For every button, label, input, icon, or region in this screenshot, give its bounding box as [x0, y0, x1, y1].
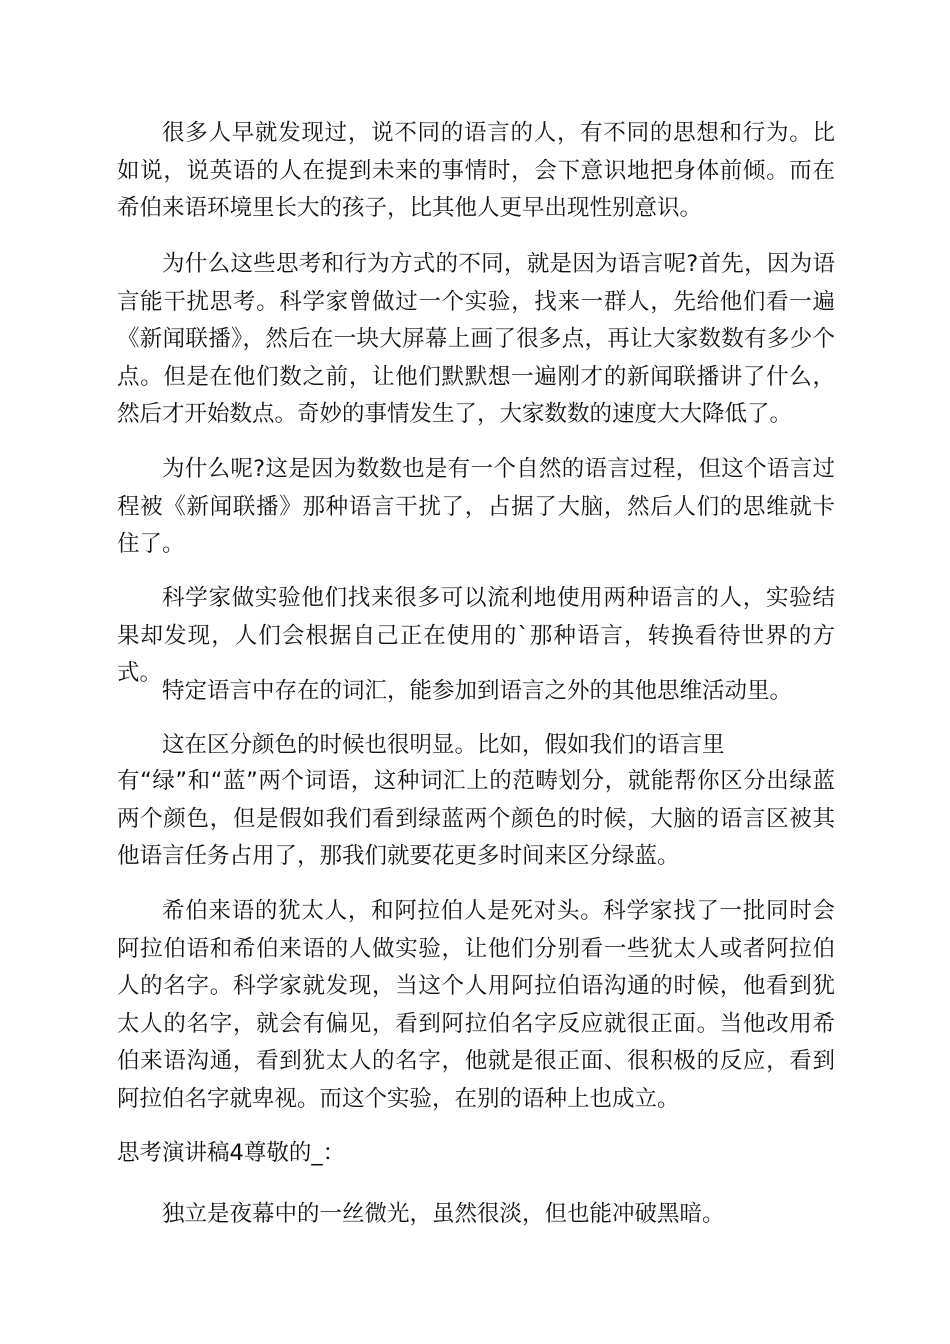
paragraph-8: 希伯来语的犹太人，和阿拉伯人是死对头。科学家找了一批同时会阿拉伯语和希伯来语的人做实验，让他们分别看一些犹太人或者阿拉伯人的名字。科学家就发现，当这个人用阿拉伯语沟通的时候，他看到犹太人的名字，就会有偏见，看到阿拉伯名字反应就很正面。当他改用希伯来语沟通，看到犹太人的名字，他就是很正面、很积极的反应，看到阿拉伯名字就卑视。而这个实验，在别的语种上也成立。 — [117, 898, 835, 1112]
section-heading: 思考演讲稿4尊敬的_： — [117, 1140, 346, 1166]
closing-paragraph: 独立是夜幕中的一丝微光，虽然很淡，但也能冲破黑暗。 — [162, 1201, 725, 1227]
paragraph-3: 为什么呢?这是因为数数也是有一个自然的语言过程，但这个语言过程被《新闻联播》那种语言干扰了，占据了大脑，然后人们的思维就卡住了。 — [117, 456, 835, 557]
paragraph-6: 这在区分颜色的时候也很明显。比如，假如我们的语言里 — [162, 732, 725, 758]
paragraph-4: 科学家做实验他们找来很多可以流利地使用两种语言的人，实验结果却发现，人们会根据自己正在使用的`那种语言，转换看待世界的方式。 — [117, 585, 835, 686]
paragraph-5: 特定语言中存在的词汇，能参加到语言之外的其他思维活动里。 — [162, 678, 793, 704]
paragraph-7: 有“绿”和“蓝”两个词语，这种词汇上的范畴划分，就能帮你区分出绿蓝两个颜色，但是假如我们看到绿蓝两个颜色的时候，大脑的语言区被其他语言任务占用了，那我们就要花更多时间来区分绿蓝。 — [117, 768, 835, 869]
paragraph-2: 为什么这些思考和行为方式的不同，就是因为语言呢?首先，因为语言能干扰思考。科学家曾做过一个实验，找来一群人，先给他们看一遍《新闻联播》，然后在一块大屏幕上画了很多点，再让大家数数有多少个点。但是在他们数之前，让他们默默想一遍刚才的新闻联播讲了什么，然后才开始数点。奇妙的事情发生了，大家数数的速度大大降低了。 — [117, 251, 835, 427]
paragraph-1: 很多人早就发现过，说不同的语言的人，有不同的思想和行为。比如说，说英语的人在提到未来的事情时，会下意识地把身体前倾。而在希伯来语环境里长大的孩子，比其他人更早出现性别意识。 — [117, 120, 835, 221]
